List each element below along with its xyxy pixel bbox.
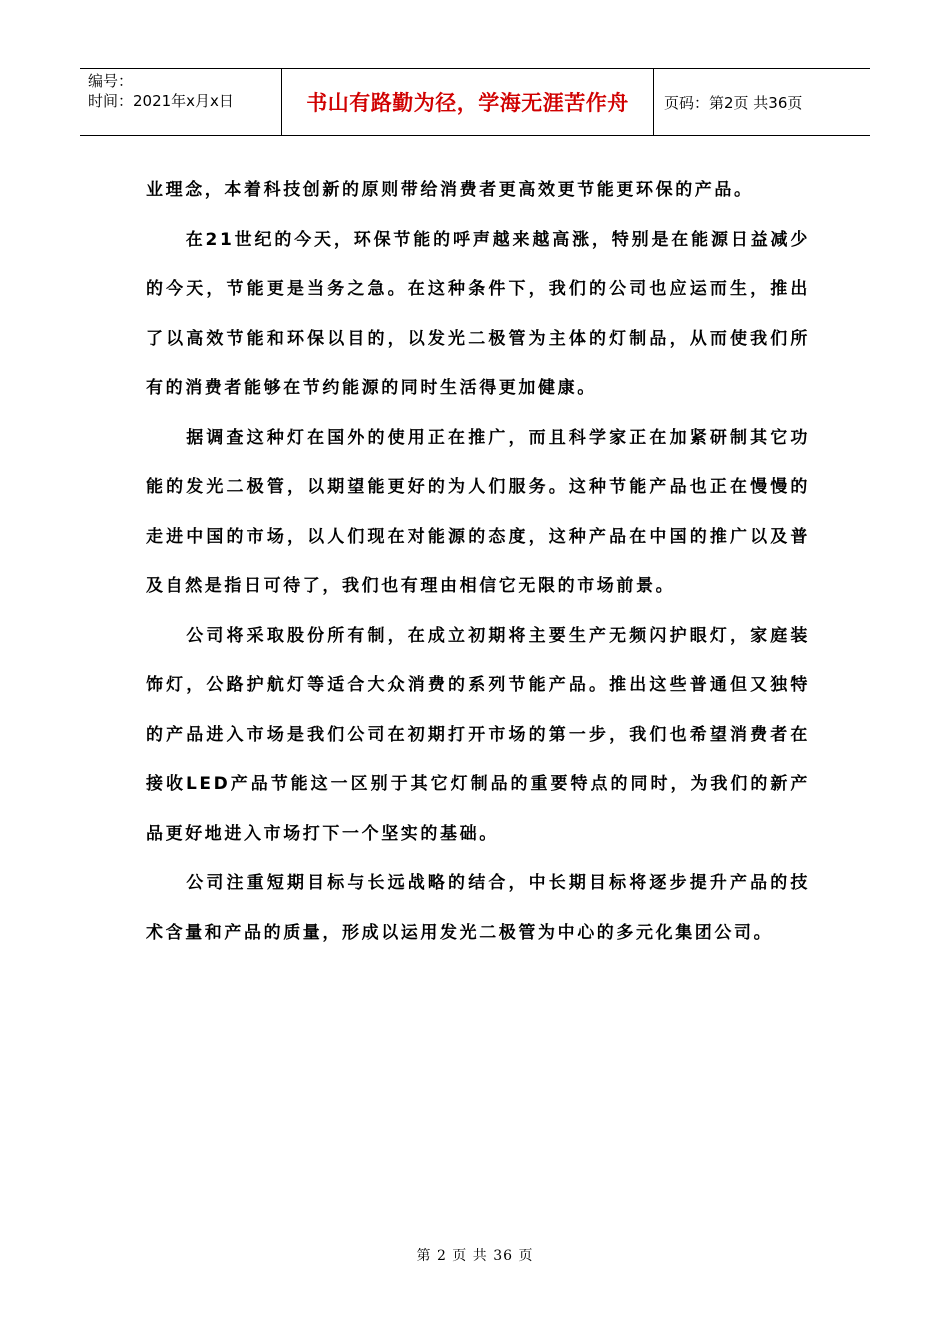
header-page-info: 页码：第2页 共36页 [664,93,803,112]
paragraph-5: 公司注重短期目标与长远战略的结合，中长期目标将逐步提升产品的技术含量和产品的质量，形成以运用发光二极管为中心的多元化集团公司。 [146,873,810,943]
document-body [146,166,810,958]
header-meta [80,69,282,135]
paragraph-1: 业理念，本着科技创新的原则带给消费者更高效更节能更环保的产品。 [146,180,754,200]
paragraph-2: 在21世纪的今天，环保节能的呼声越来越高涨，特别是在能源日益减少的今天，节能更是当务之急。在这种条件下，我们的公司也应运而生，推出了以高效节能和环保以目的，以发光二极管为主体的灯制品，从而使我们所有的消费者能够在节约能源的同时生活得更加健康。 [146,229,810,398]
page-header [80,68,870,136]
paragraph-3: 据调查这种灯在国外的使用正在推广，而且科学家正在加紧研制其它功能的发光二极管，以期望能更好的为人们服务。这种节能产品也正在慢慢的走进中国的市场，以人们现在对能源的态度，这种产品在中国的推广以及普及自然是指日可待了，我们也有理由相信它无限的市场前景。 [146,427,810,596]
document-date: 时间：2021年x月x日 [88,92,234,110]
header-motto: 书山有路勤为径，学海无涯苦作舟 [282,69,654,135]
page-footer: 第 2 页 共 36 页 [416,1248,534,1264]
document-number-label: 编号： [88,72,134,90]
paragraph-4: 公司将采取股份所有制，在成立初期将主要生产无频闪护眼灯，家庭装饰灯，公路护航灯等适合大众消费的系列节能产品。推出这些普通但又独特的产品进入市场是我们公司在初期打开市场的第一步，我们也希望消费者在接收LED产品节能这一区别于其它灯制品的重要特点的同时，为我们的新产品更好地进入市场打下一个坚实的基础。 [146,625,810,844]
